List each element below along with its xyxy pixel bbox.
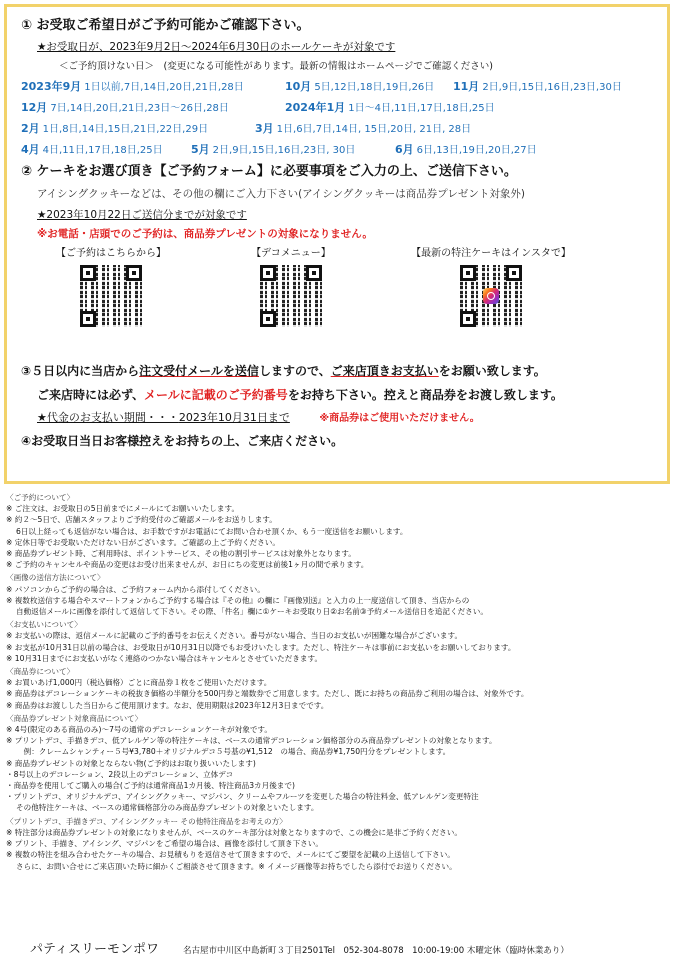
ng-calendar [21,77,653,161]
qr-code-icon[interactable] [260,265,322,327]
calendar-row: 2月 1日,8日,14日,15日,21日,22日,29日 3月 1日,6日,7日,14日, 15日,20日, 21日, 28日 [21,122,472,135]
note-line: ※ 商品券プレゼントの対象とならない物(ご予約はお取り扱いいたします) [6,758,256,768]
note-line: ・プリントデコ、オリジナルデコ、アイシングクッキー、マジパン、クリームやフルーツを変更した場合の特注料金、低アレルゲン変更特注 [6,792,479,802]
calendar-row: 4月 4日,11日,17日,18日,25日 5月 2日,9日,15日,16日,23日, 30日 6月 6日,13日,19日,20日,27日 [21,143,537,156]
note-line: ※ お支払いの際は、返信メールに記載のご予約番号をお伝えください。番号がない場合、当日のお支払いが困難な場合がございます。 [6,631,463,641]
notes-heading: 〈商品券プレゼント対象商品について〉 [6,713,143,723]
note-line: ※ 複数枚送信する場合やスマートフォンからご予約する場合は『その他』の欄に『画像別送』と入力の上一度送信して頂き、当店からの [6,595,470,605]
notes-heading: 〈プリントデコ、手描きデコ、アイシングクッキー その他特注商品をお考えの方〉 [6,816,287,826]
note-line: ・8号以上のデコレーション、2段以上のデコレーション、立体デコ [6,769,234,779]
shop-info: 名古屋市中川区中島新町３丁目2501Tel 052-304-8078 10:00-19:00 木曜定休（臨時休業あり） [182,946,569,956]
form-deadline: ★2023年10月22日ご送信分までが対象です [37,209,247,221]
reservation-qr[interactable]: 【ご予約はこちらから】 [51,244,171,327]
calendar-row: 12月 7日,14日,20日,21日,23日～26日,28日 2024年1月 1日～4日,11日,17日,18日,25日 [21,101,495,114]
reservation-steps-box [4,4,670,484]
phone-order-note: ※お電話・店頭でのご予約は、商品券プレゼントの対象になりません。 [37,228,373,240]
icing-note: アイシングクッキーなどは、その他の欄にご入力下さい(アイシングクッキーは商品券プレゼント対象外) [37,188,525,200]
step3-bring-number: ご来店時には必ず、メールに記載のご予約番号をお持ち下さい。控えと商品券をお渡し致します。 [37,388,563,402]
note-line: ・商品券を使用してご購入の場合(ご予約は通常商品1カ月後、特注商品3カ月後まで) [6,781,295,791]
deco-menu-qr[interactable]: 【デコメニュー】 [231,244,351,327]
calendar-row: 2023年9月 1日以前,7日,14日,20日,21日,28日 10月 5日,12日,18日,19日,26日 11月 2日,9日,15日,16日,23日,30日 [21,80,622,93]
notes-heading: 〈画像の送信方法について〉 [6,573,105,583]
note-line: ※ 特注部分は商品券プレゼントの対象になりませんが、ベースのケーキ部分は対象となりますので、この機会に是非ご予約ください。 [6,827,462,837]
note-line: ※ 複数の特注を組み合わせたケーキの場合、お見積もりを返信させて頂きますので、メールにてご要望を記載の上送信して下さい。 [6,850,455,860]
notes-section [6,490,672,872]
instagram-qr[interactable]: 【最新の特注ケーキはインスタで】 [391,244,591,327]
pickup-range: ★お受取日が、2023年9月2日～2024年6月30日のホールケーキが対象です [37,41,396,53]
note-line: ※ 4号(限定のある商品のみ)～7号の通常のデコレーションケーキが対象です。 [6,725,272,735]
note-line: ※ 商品券プレゼント時、ご利用時は、ポイントサービス、その他の割引サービスは対象外となります。 [6,549,356,559]
shop-footer [30,938,670,957]
notes-heading: 〈商品券について〉 [6,667,75,677]
note-line: ※ お買いあげ1,000円（税込価格）ごとに商品券１枚をご使用いただけます。 [6,678,272,688]
ng-days-label: ＜ご予約頂けない日＞ (変更になる可能性があります。最新の情報はホームページでご確認ください) [59,61,493,72]
note-line: ※ 10月31日までにお支払いがなく連絡のつかない場合はキャンセルとさせていただきます。 [6,653,323,663]
qr-code-icon[interactable] [460,265,522,327]
note-line: さらに、お問い合せにご来店頂いた時に細かくご相談させて頂きます。※ イメージ画像等お持ちでしたら添付でお送りください。 [6,861,457,871]
notes-heading: 〈お支払いについて〉 [6,620,82,630]
note-line: ※ 約２～5日で、店舗スタッフよりご予約受付のご確認メールをお送りします。 [6,515,277,525]
note-line: 例：クレームシャンティー５号¥3,780＋オリジナルデコ５号基の¥1,512 の場合、商品券¥1,750円分をプレゼントします。 [6,747,451,757]
step4-title: ④お受取日当日お客様控えをお持ちの上、ご来店ください。 [21,434,344,448]
qr-code-row [21,244,653,362]
note-line: ※ パソコンからご予約の場合は、ご予約フォーム内から添付してください。 [6,584,265,594]
note-line: ※ 商品券はお渡しした当日からご使用頂けます。なお、使用期限は2023年12月3日までです。 [6,700,329,710]
shop-name: パティスリーモンポワ [30,942,159,957]
note-line: ※ ご注文は、お受取日の5日前までにメールにてお願いいたします。 [6,504,240,514]
note-line: 6日以上経っても返信がない場合は、お手数ですがお電話にてお問い合わせ頂くか、もう一度送信をお願いします。 [6,526,408,536]
note-line: ※ プリント、手描き、アイシング、マジパンをご希望の場合は、画像を添付して頂き下さい。 [6,839,323,849]
step3-title: ③５日以内に当店から注文受付メールを送信しますので、ご来店頂きお支払いをお願い致します。 [21,364,546,378]
step1-title: ① お受取ご希望日がご予約可能かご確認下さい。 [21,18,310,33]
payment-period: ★代金のお支払い期間・・・2023年10月31日まで ※商品券はご使用いただけません。 [37,411,480,424]
instagram-icon [483,288,499,304]
qr-code-icon[interactable] [80,265,142,327]
note-line: ※ 商品券はデコレーションケーキの税抜き価格の半額分を500円券と端数券でご用意します。ただし、既にお持ちの商品券ご利用の場合は、対象外です。 [6,689,529,699]
note-line: ※ 定休日等でお受取いただけない日がございます。ご確認の上ご予約ください。 [6,537,280,547]
note-line: ※ ご予約のキャンセルや商品の変更はお受け出来ませんが、お日にちの変更は前後1ヶ月の間で承ります。 [6,560,369,570]
note-line: ※ お支払が10月31日以前の場合は、お受取日が10月31日以降でもお受けいたします。ただし、特注ケーキは事前にお支払いをお願いしております。 [6,642,516,652]
step2-title: ② ケーキをお選び頂き【ご予約フォーム】に必要事項をご入力の上、ご送信下さい。 [21,164,517,179]
note-line: ※ プリントデコ、手描きデコ、低アレルゲン等の特注ケーキは、ベースの通常デコレーション価格部分のみ商品券プレゼントの対象となります。 [6,736,497,746]
note-line: 自動返信メールに画像を添付して返信して下さい。その際、「件名」欄に①ケーキお受取り日②お名前③予約メール送信日を追記ください。 [6,607,488,617]
notes-heading: 〈ご予約について〉 [6,493,75,502]
note-line: その他特注ケーキは、ベースの通常価格部分のみ商品券プレゼントの対象といたします。 [6,803,319,813]
